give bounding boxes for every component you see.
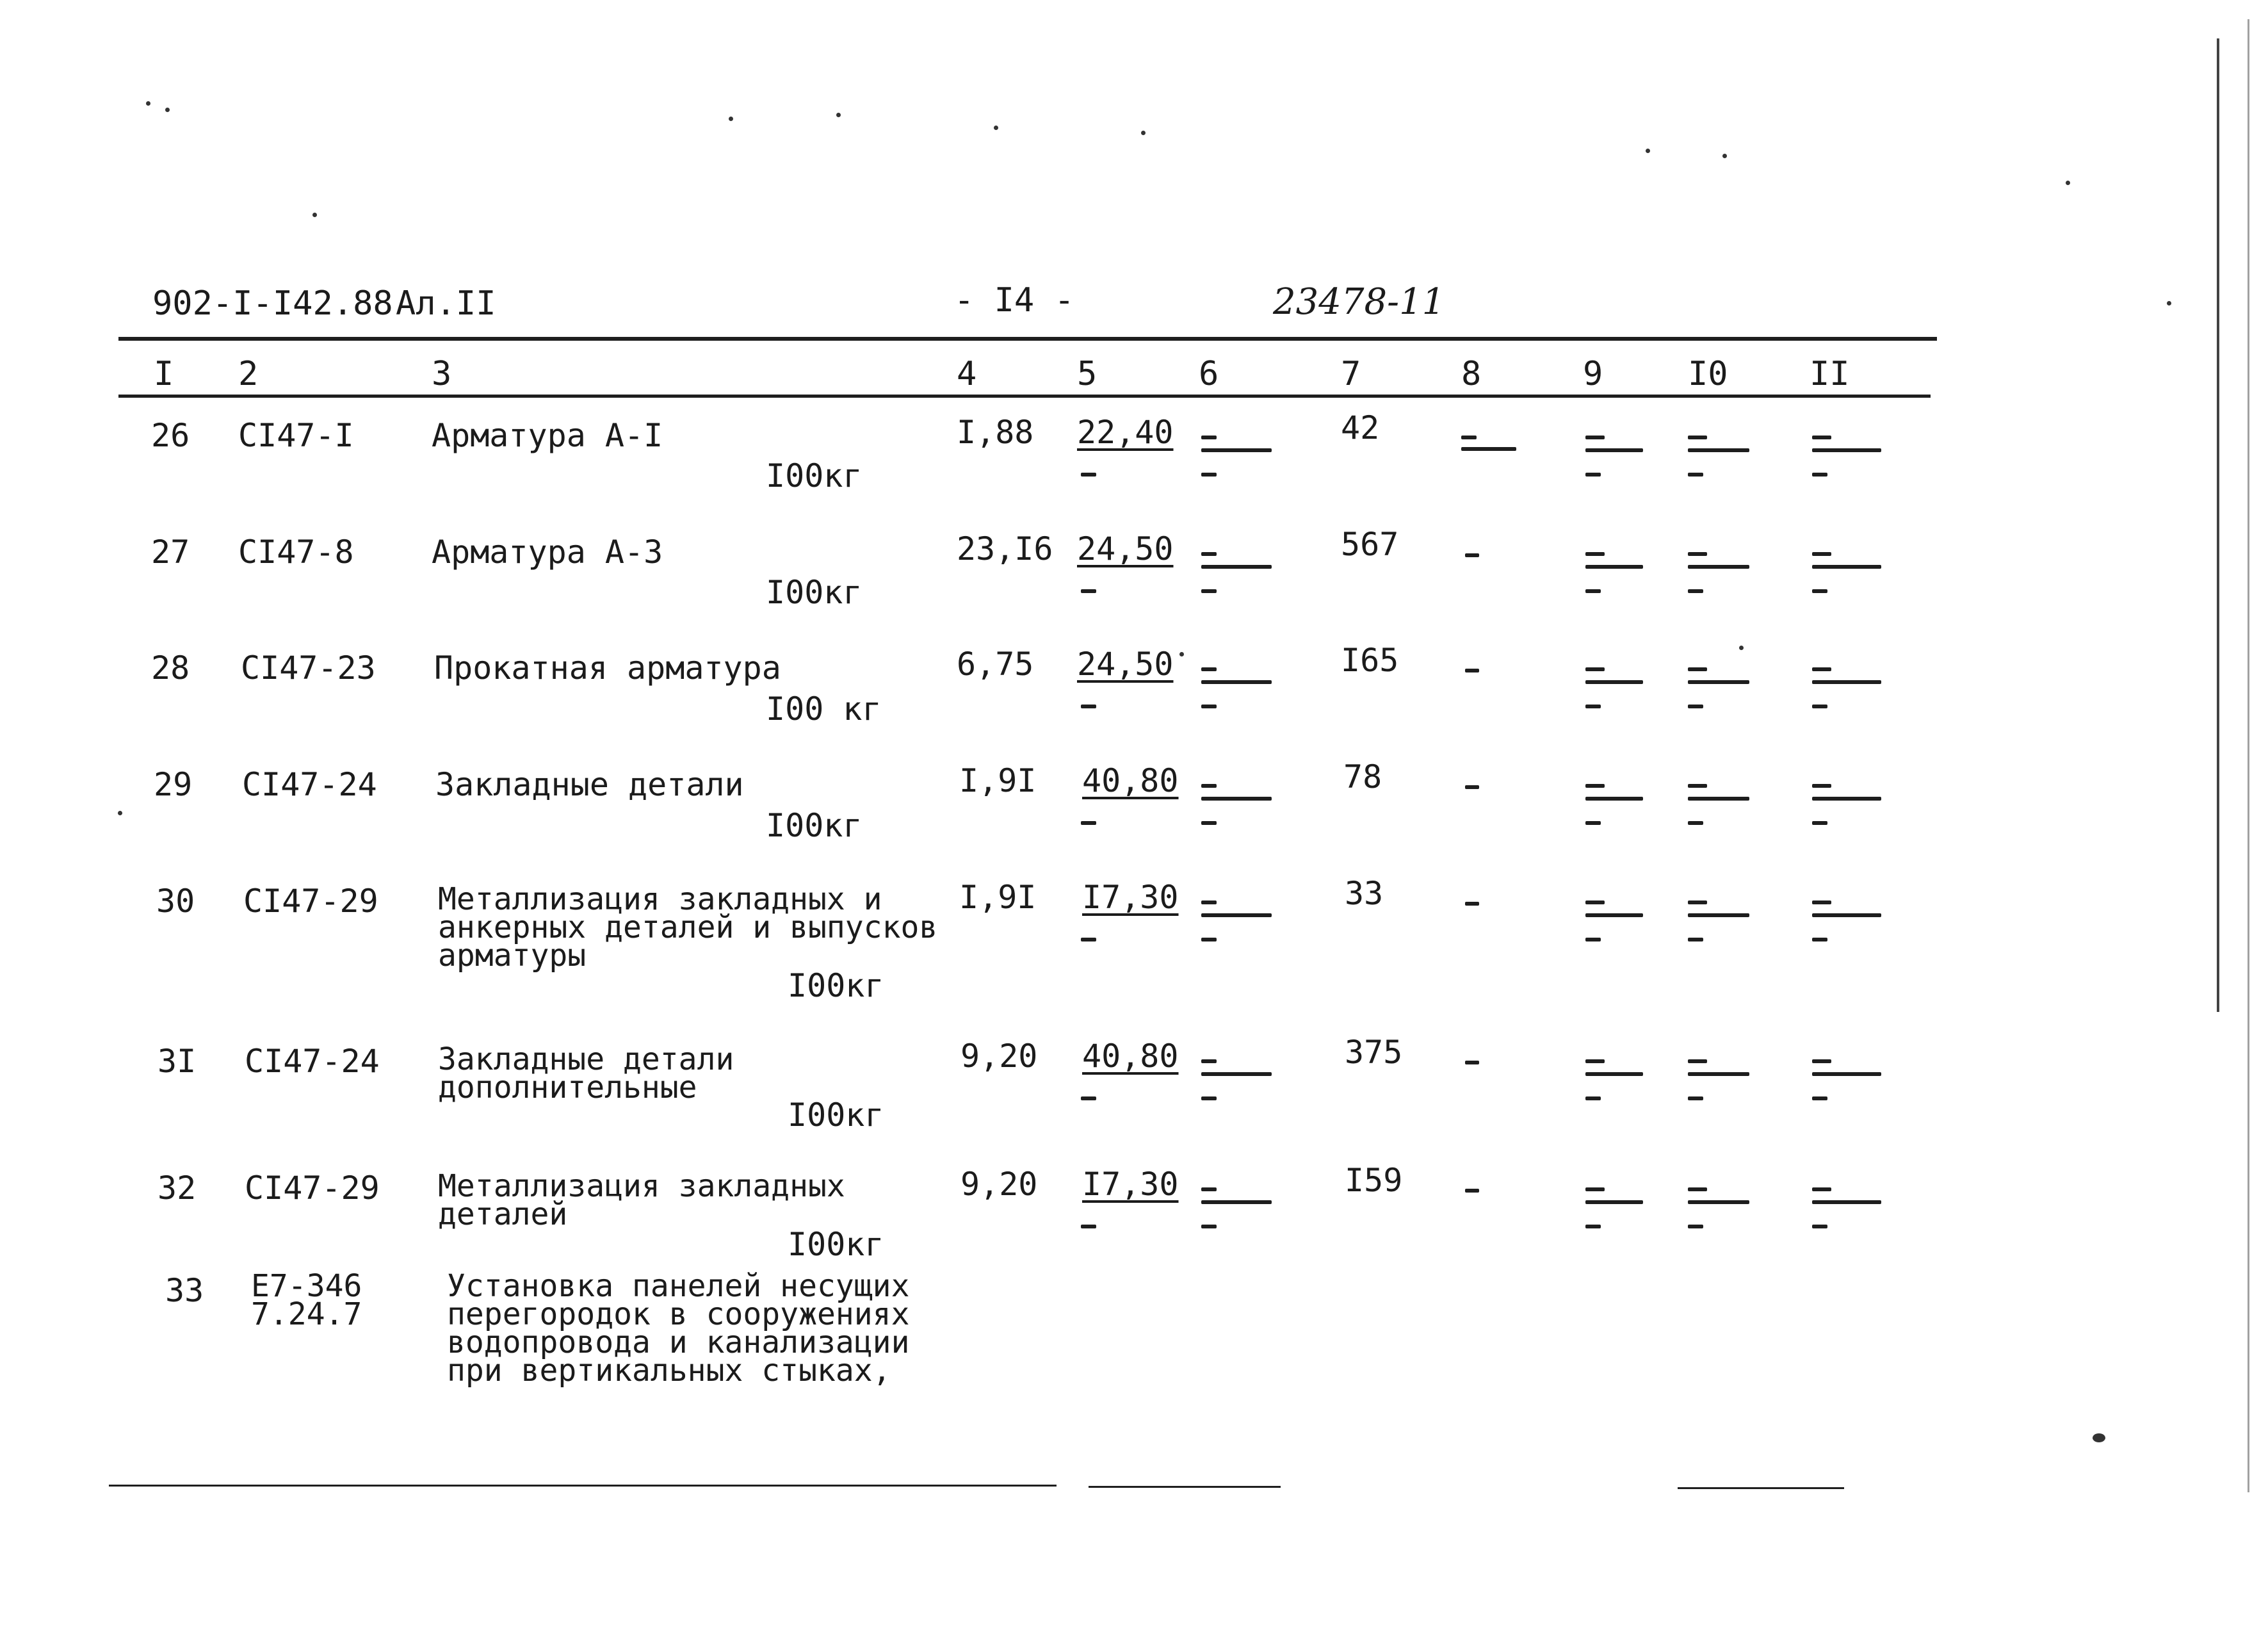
col9-dash	[1585, 784, 1605, 788]
col9-dash-long	[1585, 680, 1643, 684]
col-header-4: 4	[957, 355, 977, 393]
col-header-11: II	[1810, 355, 1850, 393]
col6-dash-long	[1201, 913, 1272, 917]
row-col4: 23,I6	[957, 530, 1053, 567]
row-number: 26	[151, 417, 190, 454]
col9-dash	[1585, 589, 1601, 593]
col10-dash	[1688, 552, 1707, 556]
row-col4: I,9I	[959, 879, 1037, 916]
row-col7: 375	[1345, 1034, 1403, 1071]
row-col7: 33	[1345, 875, 1384, 912]
col6-dash	[1201, 821, 1217, 825]
col9-dash	[1585, 901, 1605, 904]
row-col7: 42	[1341, 409, 1380, 446]
col9-dash	[1585, 821, 1601, 825]
row-col5: 24,50	[1077, 530, 1174, 567]
col10-dash	[1688, 589, 1703, 593]
row-unit: I00кг	[766, 574, 863, 611]
col-header-1: I	[154, 355, 174, 393]
col11-dash-long	[1812, 797, 1881, 801]
col10-dash	[1688, 1187, 1707, 1191]
col9-dash	[1585, 1187, 1605, 1191]
row-name: Металлизация закладных деталей	[438, 1168, 845, 1232]
col6-dash-long	[1201, 680, 1272, 684]
page-edge-outer	[2248, 19, 2249, 1492]
col10-dash	[1688, 1096, 1703, 1100]
col10-dash	[1688, 938, 1703, 941]
col9-dash	[1585, 1096, 1601, 1100]
page-number: - I4 -	[954, 281, 1074, 320]
col5-dash	[1081, 473, 1096, 477]
row-code: CI47-24	[242, 766, 377, 803]
col6-dash	[1201, 705, 1217, 708]
col11-dash-long	[1812, 680, 1881, 684]
col9-dash	[1585, 1059, 1605, 1063]
col10-dash	[1688, 1225, 1703, 1228]
col-header-5: 5	[1077, 355, 1098, 393]
bottom-rule-3	[1678, 1487, 1844, 1489]
bottom-rule-2	[1089, 1486, 1281, 1488]
col10-dash	[1688, 784, 1707, 788]
row-number: 28	[151, 649, 190, 687]
col5-dash	[1081, 821, 1096, 825]
col10-dash	[1688, 667, 1707, 671]
col8-dash	[1465, 902, 1479, 906]
table-header-rule	[118, 395, 1931, 398]
col9-dash	[1585, 552, 1605, 556]
col11-dash	[1812, 901, 1831, 904]
row-code: CI47-8	[238, 534, 354, 571]
col9-dash-long	[1585, 1200, 1643, 1204]
col10-dash	[1688, 821, 1703, 825]
row-unit: I00кг	[766, 457, 863, 494]
row-col5: I7,30	[1082, 1166, 1179, 1203]
col-header-6: 6	[1199, 355, 1219, 393]
col6-dash	[1201, 938, 1217, 941]
col5-dash	[1081, 589, 1096, 593]
col8-dash	[1465, 553, 1479, 557]
row-unit: I00кг	[788, 1226, 884, 1263]
col11-dash	[1812, 938, 1827, 941]
row-number: 29	[154, 766, 193, 803]
col-header-2: 2	[238, 355, 259, 393]
row-number: 32	[158, 1170, 197, 1207]
col-header-7: 7	[1341, 355, 1361, 393]
row-code: E7-346 7.24.7	[251, 1268, 362, 1332]
col8-dash	[1461, 436, 1477, 439]
col-header-10: I0	[1688, 355, 1728, 393]
col10-dash-long	[1688, 913, 1749, 917]
col11-dash	[1812, 821, 1827, 825]
col10-dash	[1688, 1059, 1707, 1063]
col11-dash-long	[1812, 913, 1881, 917]
col6-dash	[1201, 1059, 1217, 1063]
col6-dash	[1201, 473, 1217, 477]
col11-dash	[1812, 1059, 1831, 1063]
row-name: Арматура А-I	[432, 417, 663, 454]
row-col5: 40,80	[1082, 1038, 1179, 1075]
col11-dash	[1812, 552, 1831, 556]
col6-dash	[1201, 436, 1217, 439]
col9-dash-long	[1585, 565, 1643, 569]
row-unit: I00кг	[788, 1096, 884, 1134]
col6-dash	[1201, 589, 1217, 593]
row-number: 27	[151, 534, 190, 571]
row-number: 3I	[158, 1043, 197, 1080]
col10-dash-long	[1688, 565, 1749, 569]
col11-dash	[1812, 589, 1827, 593]
col9-dash-long	[1585, 448, 1643, 452]
row-col7: I59	[1345, 1162, 1403, 1199]
row-number: 30	[156, 883, 195, 920]
col11-dash-long	[1812, 448, 1881, 452]
row-unit: I00кг	[766, 807, 863, 844]
col6-dash	[1201, 1225, 1217, 1228]
col6-dash	[1201, 784, 1217, 788]
col6-dash-long	[1201, 1200, 1272, 1204]
row-name: Закладные детали	[435, 766, 744, 803]
document-code: 902-I-I42.88	[152, 284, 393, 323]
col10-dash-long	[1688, 448, 1749, 452]
row-code: CI47-29	[243, 883, 378, 920]
page-edge	[2217, 38, 2219, 1012]
col5-dash	[1081, 1096, 1096, 1100]
col6-dash-long	[1201, 448, 1272, 452]
col5-dash	[1081, 1225, 1096, 1228]
row-col5: 22,40	[1077, 414, 1174, 451]
col9-dash	[1585, 938, 1601, 941]
col11-dash	[1812, 705, 1827, 708]
col9-dash	[1585, 473, 1601, 477]
row-number: 33	[165, 1272, 204, 1309]
col9-dash-long	[1585, 913, 1643, 917]
row-col7: 78	[1343, 758, 1382, 795]
archive-number: 23478-11	[1273, 281, 1445, 323]
col10-dash-long	[1688, 1072, 1749, 1076]
col10-dash	[1688, 901, 1707, 904]
col8-dash	[1465, 1189, 1479, 1193]
col6-dash	[1201, 552, 1217, 556]
col8-dash	[1465, 785, 1479, 789]
col6-dash-long	[1201, 565, 1272, 569]
col11-dash	[1812, 473, 1827, 477]
col9-dash	[1585, 1225, 1601, 1228]
row-col4: I,88	[957, 414, 1034, 451]
row-code: CI47-24	[245, 1043, 380, 1080]
row-col4: 9,20	[960, 1038, 1038, 1075]
row-col5: 40,80	[1082, 762, 1179, 799]
col11-dash	[1812, 1187, 1831, 1191]
col5-dash	[1081, 705, 1096, 708]
row-name: Металлизация закладных и анкерных деталей и выпусков арматуры	[438, 881, 938, 974]
col8-dash	[1465, 669, 1479, 672]
col11-dash	[1812, 1096, 1827, 1100]
row-code: CI47-29	[245, 1170, 380, 1207]
col9-dash-long	[1585, 1072, 1643, 1076]
col6-dash	[1201, 1096, 1217, 1100]
table-top-rule	[118, 337, 1937, 341]
row-col4: 6,75	[957, 646, 1034, 683]
col-header-9: 9	[1583, 355, 1603, 393]
col11-dash-long	[1812, 1072, 1881, 1076]
col6-dash-long	[1201, 1072, 1272, 1076]
row-code: CI47-23	[241, 649, 376, 687]
col11-dash	[1812, 1225, 1827, 1228]
col6-dash	[1201, 901, 1217, 904]
col10-dash	[1688, 436, 1707, 439]
row-col5: 24,50	[1077, 646, 1174, 683]
col10-dash	[1688, 473, 1703, 477]
col5-dash	[1081, 938, 1096, 941]
col10-dash	[1688, 705, 1703, 708]
row-name: Закладные детали дополнительные	[438, 1041, 734, 1105]
col8-dash	[1465, 1061, 1479, 1064]
col11-dash	[1812, 667, 1831, 671]
col9-dash	[1585, 705, 1601, 708]
col6-dash-long	[1201, 797, 1272, 801]
col6-dash	[1201, 667, 1217, 671]
col8-dash-long	[1461, 447, 1516, 451]
col11-dash	[1812, 436, 1831, 439]
col9-dash	[1585, 667, 1605, 671]
row-col7: 567	[1341, 526, 1399, 563]
col11-dash	[1812, 784, 1831, 788]
row-code: CI47-I	[238, 417, 354, 454]
col10-dash-long	[1688, 680, 1749, 684]
row-col5: I7,30	[1082, 879, 1179, 916]
row-col4: I,9I	[959, 762, 1037, 799]
col9-dash	[1585, 436, 1605, 439]
col11-dash-long	[1812, 1200, 1881, 1204]
row-name: Установка панелей несущих перегородок в сооружениях водопровода и канализации при вертикальных стыках,	[447, 1268, 910, 1389]
col-header-3: 3	[432, 355, 452, 393]
col6-dash	[1201, 1187, 1217, 1191]
bottom-rule	[109, 1485, 1057, 1487]
row-name: Арматура А-3	[432, 534, 663, 571]
row-col7: I65	[1341, 642, 1399, 679]
col9-dash-long	[1585, 797, 1643, 801]
sheet-label: Ал.II	[396, 284, 496, 323]
col10-dash-long	[1688, 797, 1749, 801]
col10-dash-long	[1688, 1200, 1749, 1204]
row-name: Прокатная арматура	[434, 649, 781, 687]
col-header-8: 8	[1461, 355, 1482, 393]
col11-dash-long	[1812, 565, 1881, 569]
row-col4: 9,20	[960, 1166, 1038, 1203]
row-unit: I00кг	[788, 967, 884, 1004]
row-unit: I00 кг	[766, 690, 882, 728]
